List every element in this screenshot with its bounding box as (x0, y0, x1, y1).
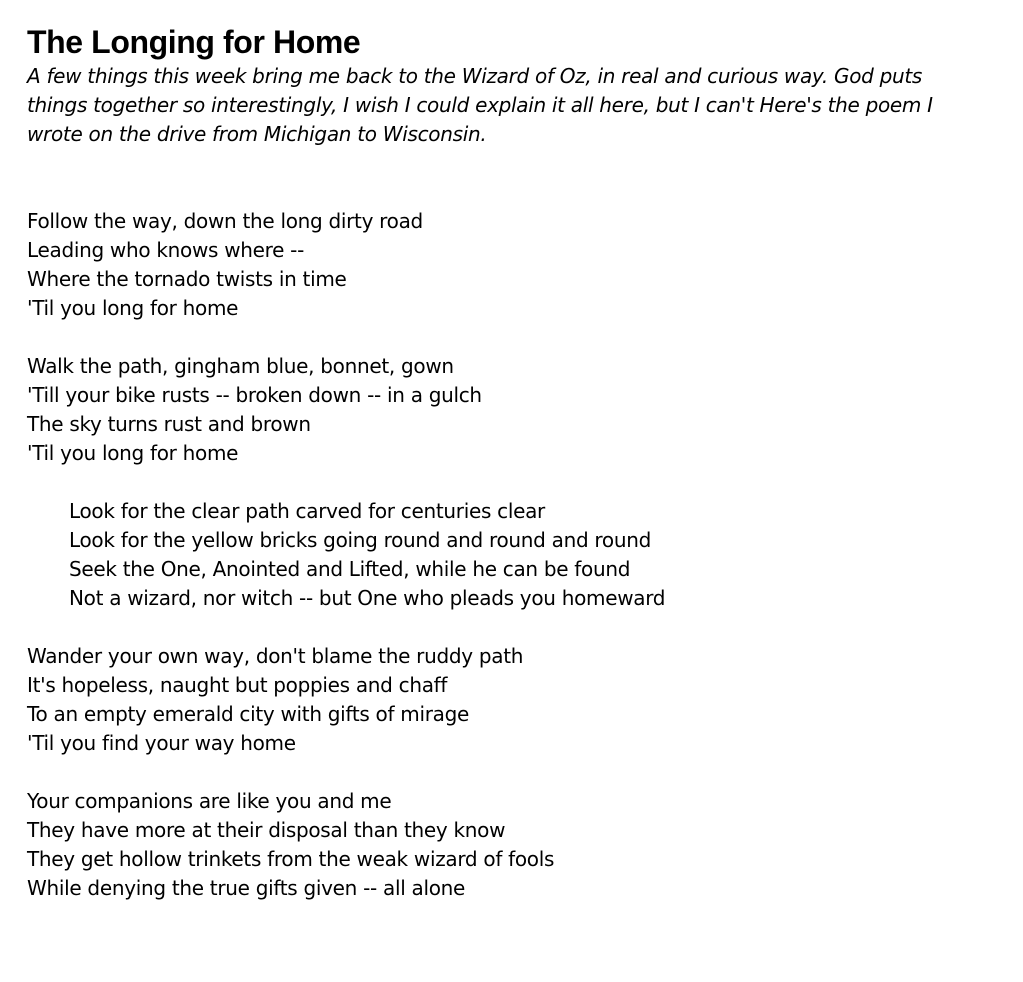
stanza-3-indented (27, 497, 1007, 613)
poem (27, 207, 1007, 903)
poem-line: Look for the clear path carved for centuries clear (69, 499, 545, 523)
page-title: The Longing for Home (27, 24, 361, 60)
poem-line: They get hollow trinkets from the weak wizard of fools (27, 847, 555, 871)
poem-line: Leading who knows where -- (27, 238, 305, 262)
poem-line: 'Til you long for home (27, 296, 239, 320)
poem-line: 'Til you long for home (27, 441, 239, 465)
intro-line: wrote on the drive from Michigan to Wisconsin. (27, 122, 487, 146)
poem-line: To an empty emerald city with gifts of mirage (27, 702, 469, 726)
poem-line: 'Till your bike rusts -- broken down -- in a gulch (27, 383, 482, 407)
poem-line: Look for the yellow bricks going round and round and round (69, 528, 651, 552)
poem-line: They have more at their disposal than they know (27, 818, 506, 842)
poem-line: Walk the path, gingham blue, bonnet, gown (27, 354, 454, 378)
poem-line: Wander your own way, don't blame the ruddy path (27, 644, 524, 668)
intro-paragraph (27, 62, 1007, 149)
stanza-5 (27, 787, 1007, 903)
intro-line: things together so interestingly, I wish I could explain it all here, but I can't Here's the poem I (27, 93, 933, 117)
poem-line: Seek the One, Anointed and Lifted, while he can be found (69, 557, 631, 581)
stanza-4 (27, 642, 1007, 758)
stanza-2 (27, 352, 1007, 468)
poem-line: Your companions are like you and me (27, 789, 392, 813)
poem-line: 'Til you find your way home (27, 731, 296, 755)
poem-line: Not a wizard, nor witch -- but One who pleads you homeward (69, 586, 666, 610)
poem-line: While denying the true gifts given -- all alone (27, 876, 466, 900)
poem-line: The sky turns rust and brown (27, 412, 311, 436)
intro-line: A few things this week bring me back to the Wizard of Oz, in real and curious way. God puts (27, 64, 923, 88)
poem-line: It's hopeless, naught but poppies and chaff (27, 673, 448, 697)
stanza-1 (27, 207, 1007, 323)
document-page (27, 22, 1007, 932)
poem-line: Follow the way, down the long dirty road (27, 209, 423, 233)
poem-line: Where the tornado twists in time (27, 267, 347, 291)
